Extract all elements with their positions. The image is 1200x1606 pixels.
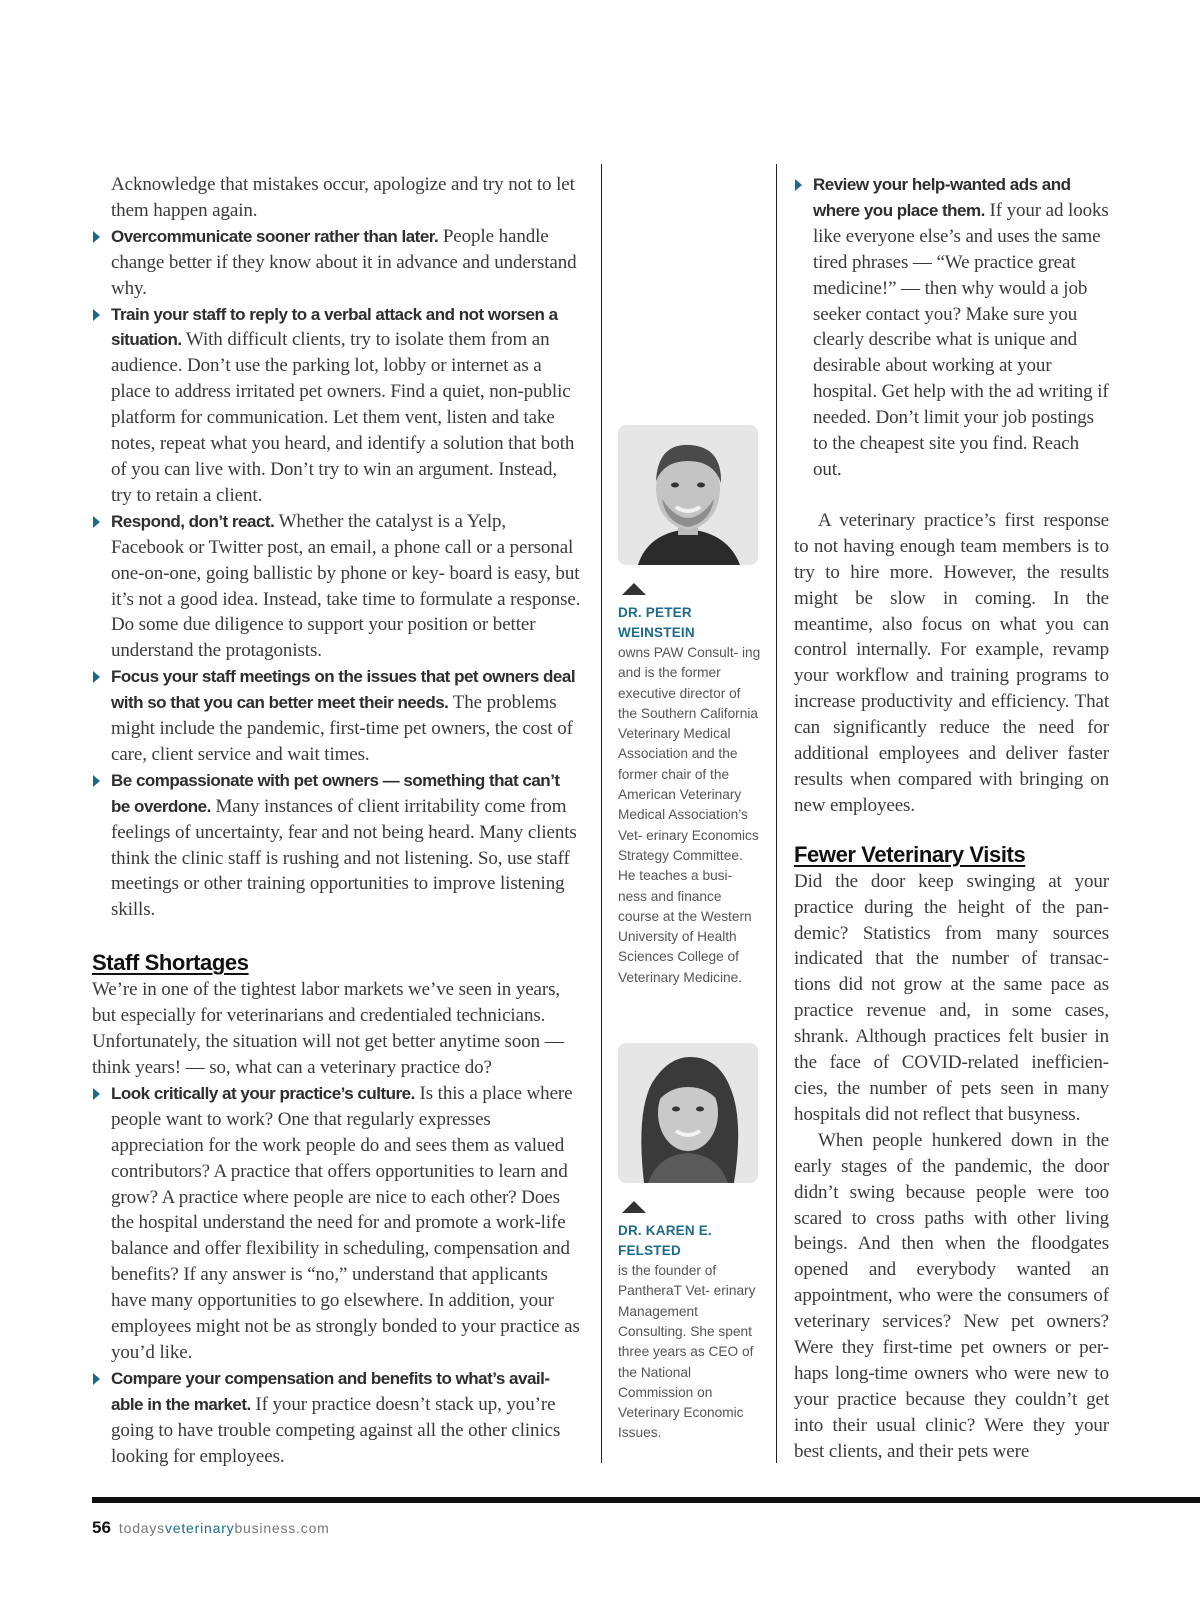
- bullet-item: [92, 768, 582, 923]
- bullet-item: [92, 1081, 582, 1366]
- author-sidebar: [618, 172, 763, 1444]
- caption-pointer-icon: [622, 583, 646, 595]
- bullet-text: The problems might include the pandemic, first-time pet owners, the cost of care, client service and wait times.: [111, 692, 573, 765]
- body-paragraph: A veterinary practice’s first response to not having enough team members is to try to hire more. However, the results might be slow in coming. In the meantime, also focus on what you can control internally. For example, revamp your workflow and training programs to increase productivity and efficiency. That can significantly reduce the need for additional employees and deliver faster results when compared with bringing on new employees.: [794, 509, 1109, 816]
- section-heading-fewer-visits: Fewer Veterinary Visits: [794, 841, 1026, 867]
- bullet-item: [794, 172, 1109, 483]
- bullet-text: Is this a place where people want to work? One that regularly expresses appreciation for the work people do and sees them as valued contributors? A practice that offers opportunities to learn and grow? A practice where people are nice to each other? Does the hospital understand the need for and promote a work-life balance and offer flexibility in scheduling, compensation and benefits? If any answer is “no,” understand that applicants have many opportunities to go elsewhere. In addition, your employees might not be as strongly bonded to your practice as you’d like.: [111, 1082, 580, 1363]
- bullet-item: [92, 664, 582, 768]
- section-paragraph: We’re in one of the tightest labor markets we’ve seen in years, but especially for veterinarians and credentialed technicians. Unfortunately, the situation will not get better anytime soon — think years! — so, what can a veterinary practice do?: [92, 979, 564, 1078]
- bullet-lead: Look critically at your practice’s culture.: [111, 1083, 415, 1103]
- right-column: [794, 172, 1109, 1465]
- bullet-text: Many instances of client irritability come from feelings of uncertainty, fear and not being heard. Many clients think the clinic staff is rushing and not listening. So, use staff meetings or other training opportunities to improve listening skills.: [111, 795, 577, 921]
- bullet-text: If your ad looks like everyone else’s and uses the same tired phrases — “We practice great medicine!” — then why would a job seeker contact you? Make sure you clearly describe what is unique and desirable about working at your hospital. Get help with the ad writing if needed. Don’t limit your job postings to the cheapest site you find. Reach out.: [813, 199, 1109, 480]
- bullet-item: [92, 1366, 582, 1470]
- column-divider: [601, 164, 602, 1463]
- column-divider: [776, 164, 777, 1463]
- bullet-triangle-icon: [93, 1373, 100, 1385]
- section-heading-staff-shortages: Staff Shortages: [92, 950, 249, 976]
- bullet-text: People handle change better if they know about it in advance and understand why.: [111, 225, 577, 299]
- bullet-triangle-icon: [93, 516, 100, 528]
- bullet-item: [92, 509, 582, 664]
- bullet-triangle-icon: [93, 671, 100, 683]
- intro-continuation: Acknowledge that mistakes occur, apologize and try not to let them happen again.: [111, 174, 575, 221]
- bullet-lead: Review your help-wanted ads and where you place them.: [813, 175, 1071, 220]
- bullet-triangle-icon: [93, 309, 100, 321]
- site-url-accent: veterinary: [164, 1520, 235, 1536]
- body-paragraph: Did the door keep swinging at your practice during the height of the pan- demic? Statistics from many sources indicated that the number of transac- tions did not grow at the same pace as practice revenue and, in some cases, shrank. Although practices felt busier in the face of COVID-related inefficien- cies, the number of pets seen in many hospitals did not reflect that busyness.: [794, 870, 1109, 1125]
- left-column: [92, 172, 582, 1470]
- bullet-lead: Respond, don’t react.: [111, 511, 275, 531]
- bullet-triangle-icon: [795, 179, 802, 191]
- page-number: 56: [92, 1518, 111, 1537]
- bio-text: is the founder of PantheraT Vet- erinary Management Consulting. She spent three years as CEO of the National Commission on Veterinary Economic Issues.: [618, 1263, 756, 1441]
- body-paragraph: When people hunkered down in the early stages of the pandemic, the door didn’t swing because people were too scared to cross paths with other living beings. And then when the floodgates opened and everybody wanted an appointment, who were the consumers of veterinary services? New pet owners? Were they first-time pet owners or per- haps long-time owners who were new to your practice because they couldn’t get into their usual clinic? Were they your best clients, and their pets were: [794, 1129, 1109, 1462]
- bullet-lead: Focus your staff meetings on the issues that pet owners deal with so that you can better meet their needs.: [111, 667, 576, 713]
- bullet-triangle-icon: [93, 1088, 100, 1100]
- bullet-item: [92, 302, 582, 509]
- bio-name: DR. KAREN E. FELSTED: [618, 1223, 712, 1259]
- bullet-triangle-icon: [93, 231, 100, 243]
- bullet-lead: Compare your compensation and benefits to what’s avail- able in the market.: [111, 1368, 550, 1414]
- bullet-lead: Overcommunicate sooner rather than later.: [111, 226, 439, 246]
- site-url-suffix: business.com: [234, 1520, 330, 1536]
- bullet-text: If your practice doesn’t stack up, you’re going to have trouble competing against all the other clinics looking for employees.: [111, 1393, 561, 1467]
- author-photo-peter-weinstein: [618, 425, 758, 565]
- caption-pointer-icon: [622, 1201, 646, 1213]
- bullet-lead: Train your staff to reply to a verbal attack and not worsen a situation.: [111, 304, 558, 350]
- bullet-text: Whether the catalyst is a Yelp, Facebook or Twitter post, an email, a phone call or a personal one-on-one, going ballistic by phone or key- board is easy, but it’s not a good idea. Instead, take time to formulate a response. Do some due diligence to support your position or better understand the protagonists.: [111, 510, 581, 662]
- bullet-lead: Be compassionate with pet owners — something that can’t be overdone.: [111, 770, 560, 816]
- bullet-text: With difficult clients, try to isolate them from an audience. Don’t use the parking lot, lobby or internet as a place to address irritated pet owners. Find a quiet, non-public platform for communication. Let them vent, listen and take notes, repeat what you heard, and identify a solution that both of you can live with. Don’t try to win an argument. Instead, try to retain a client.: [111, 329, 575, 506]
- bullet-item: [92, 224, 582, 302]
- author-photo-karen-felsted: [618, 1043, 758, 1183]
- page-footer: [92, 1518, 330, 1538]
- bio-text: owns PAW Consult- ing and is the former executive director of the Southern California Veterinary Medical Association and the former chair of the American Veterinary Medical Association’s Vet- erinary Economics Strategy Committee. He teaches a busi- ness and finance course at the Western University of Health Sciences College of Veterinary Medicine.: [618, 645, 761, 985]
- bullet-triangle-icon: [93, 775, 100, 787]
- bio-name: DR. PETER WEINSTEIN: [618, 605, 695, 640]
- footer-rule: [92, 1497, 1200, 1503]
- site-url-prefix: todays: [118, 1520, 165, 1536]
